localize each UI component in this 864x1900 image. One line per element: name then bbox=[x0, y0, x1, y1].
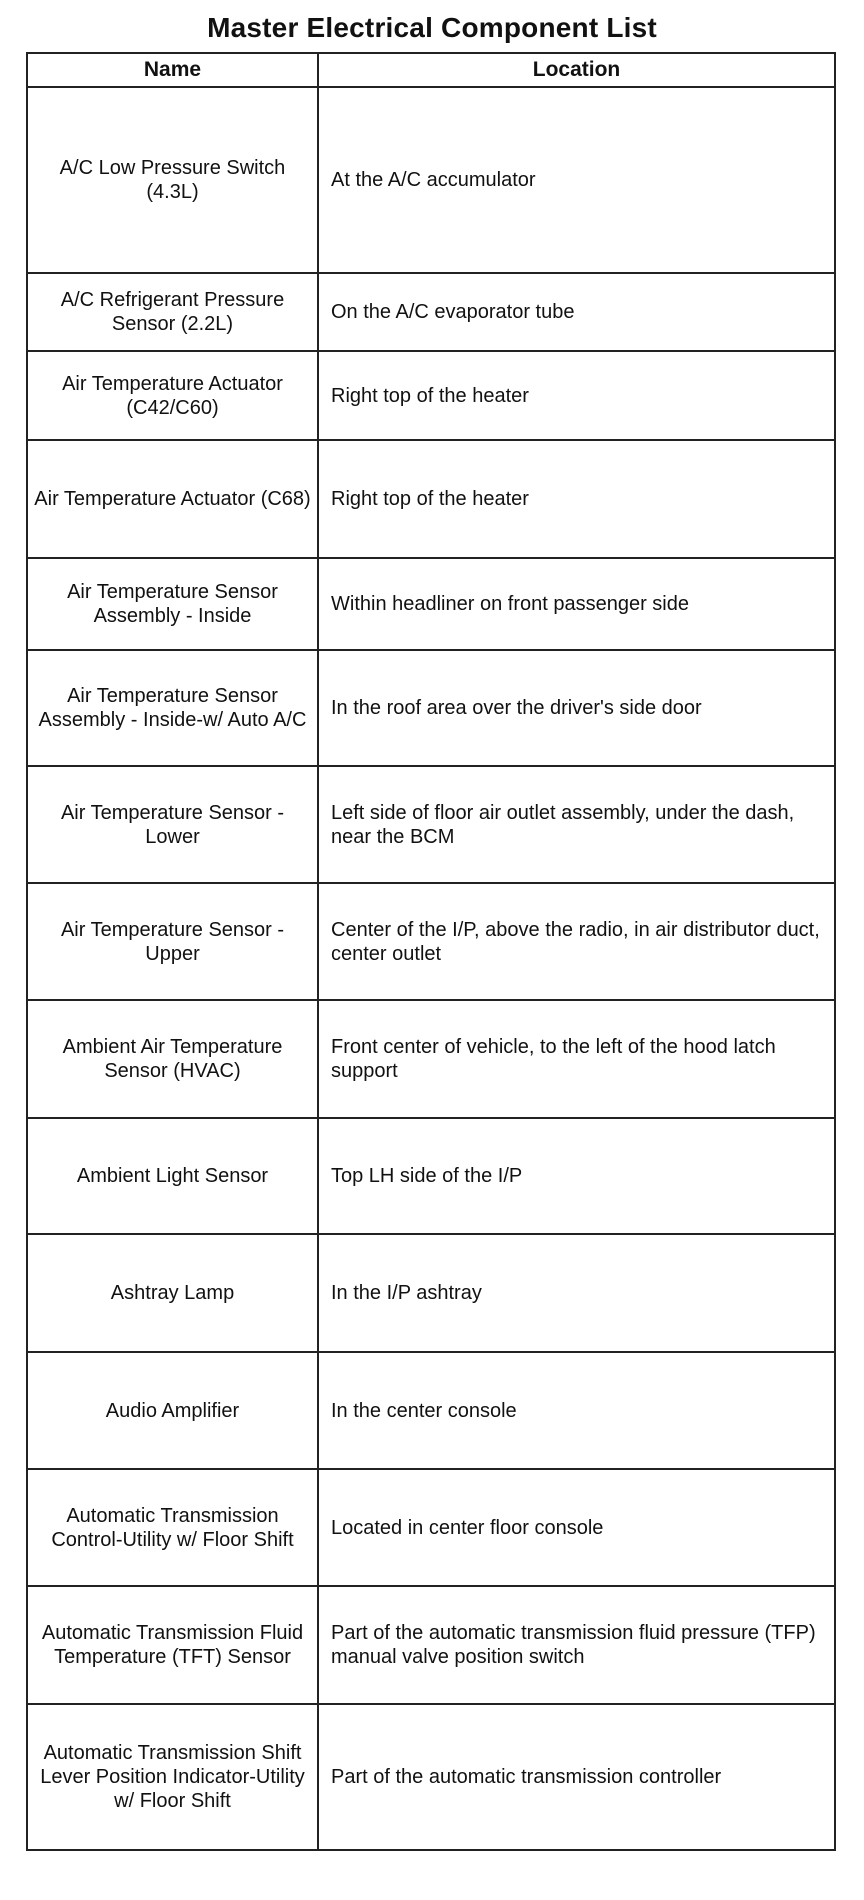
component-location: On the A/C evaporator tube bbox=[318, 273, 835, 351]
component-name: Automatic Transmission Control-Utility w/ Floor Shift bbox=[27, 1469, 318, 1586]
component-location: Right top of the heater bbox=[318, 351, 835, 440]
column-header-name: Name bbox=[27, 53, 318, 87]
table-row bbox=[27, 1586, 835, 1704]
table-row bbox=[27, 273, 835, 351]
component-name: Audio Amplifier bbox=[27, 1352, 318, 1469]
component-location: Part of the automatic transmission fluid pressure (TFP) manual valve position switch bbox=[318, 1586, 835, 1704]
component-location: Center of the I/P, above the radio, in air distributor duct, center outlet bbox=[318, 883, 835, 1000]
component-name: Ambient Air Temperature Sensor (HVAC) bbox=[27, 1000, 318, 1118]
component-location: Within headliner on front passenger side bbox=[318, 558, 835, 650]
page-title: Master Electrical Component List bbox=[207, 12, 657, 43]
table-row bbox=[27, 766, 835, 883]
table-row bbox=[27, 87, 835, 273]
table-row bbox=[27, 883, 835, 1000]
table-row bbox=[27, 440, 835, 558]
table-row bbox=[27, 351, 835, 440]
component-name: Ambient Light Sensor bbox=[27, 1118, 318, 1234]
component-location: Front center of vehicle, to the left of the hood latch support bbox=[318, 1000, 835, 1118]
table-row bbox=[27, 1704, 835, 1850]
table-row bbox=[27, 1118, 835, 1234]
component-location: Part of the automatic transmission controller bbox=[318, 1704, 835, 1850]
component-location: Left side of floor air outlet assembly, under the dash, near the BCM bbox=[318, 766, 835, 883]
component-name: Air Temperature Sensor - Lower bbox=[27, 766, 318, 883]
component-location: Right top of the heater bbox=[318, 440, 835, 558]
component-name: Automatic Transmission Shift Lever Position Indicator-Utility w/ Floor Shift bbox=[27, 1704, 318, 1850]
component-name: Air Temperature Sensor Assembly - Inside bbox=[27, 558, 318, 650]
component-name: Ashtray Lamp bbox=[27, 1234, 318, 1352]
component-location: Top LH side of the I/P bbox=[318, 1118, 835, 1234]
component-name: Air Temperature Actuator (C42/C60) bbox=[27, 351, 318, 440]
component-location: At the A/C accumulator bbox=[318, 87, 835, 273]
component-name: Air Temperature Sensor Assembly - Inside-w/ Auto A/C bbox=[27, 650, 318, 766]
component-location: In the center console bbox=[318, 1352, 835, 1469]
column-header-location: Location bbox=[318, 53, 835, 87]
table-row bbox=[27, 1352, 835, 1469]
component-location: Located in center floor console bbox=[318, 1469, 835, 1586]
component-location: In the I/P ashtray bbox=[318, 1234, 835, 1352]
component-name: Air Temperature Sensor - Upper bbox=[27, 883, 318, 1000]
component-name: Air Temperature Actuator (C68) bbox=[27, 440, 318, 558]
table-header-row bbox=[27, 53, 835, 87]
component-name: A/C Refrigerant Pressure Sensor (2.2L) bbox=[27, 273, 318, 351]
table-row bbox=[27, 1234, 835, 1352]
table-row bbox=[27, 1000, 835, 1118]
table-row bbox=[27, 650, 835, 766]
component-name: Automatic Transmission Fluid Temperature (TFT) Sensor bbox=[27, 1586, 318, 1704]
component-name: A/C Low Pressure Switch (4.3L) bbox=[27, 87, 318, 273]
component-table bbox=[26, 52, 836, 1851]
table-row bbox=[27, 558, 835, 650]
table-row bbox=[27, 1469, 835, 1586]
component-location: In the roof area over the driver's side door bbox=[318, 650, 835, 766]
